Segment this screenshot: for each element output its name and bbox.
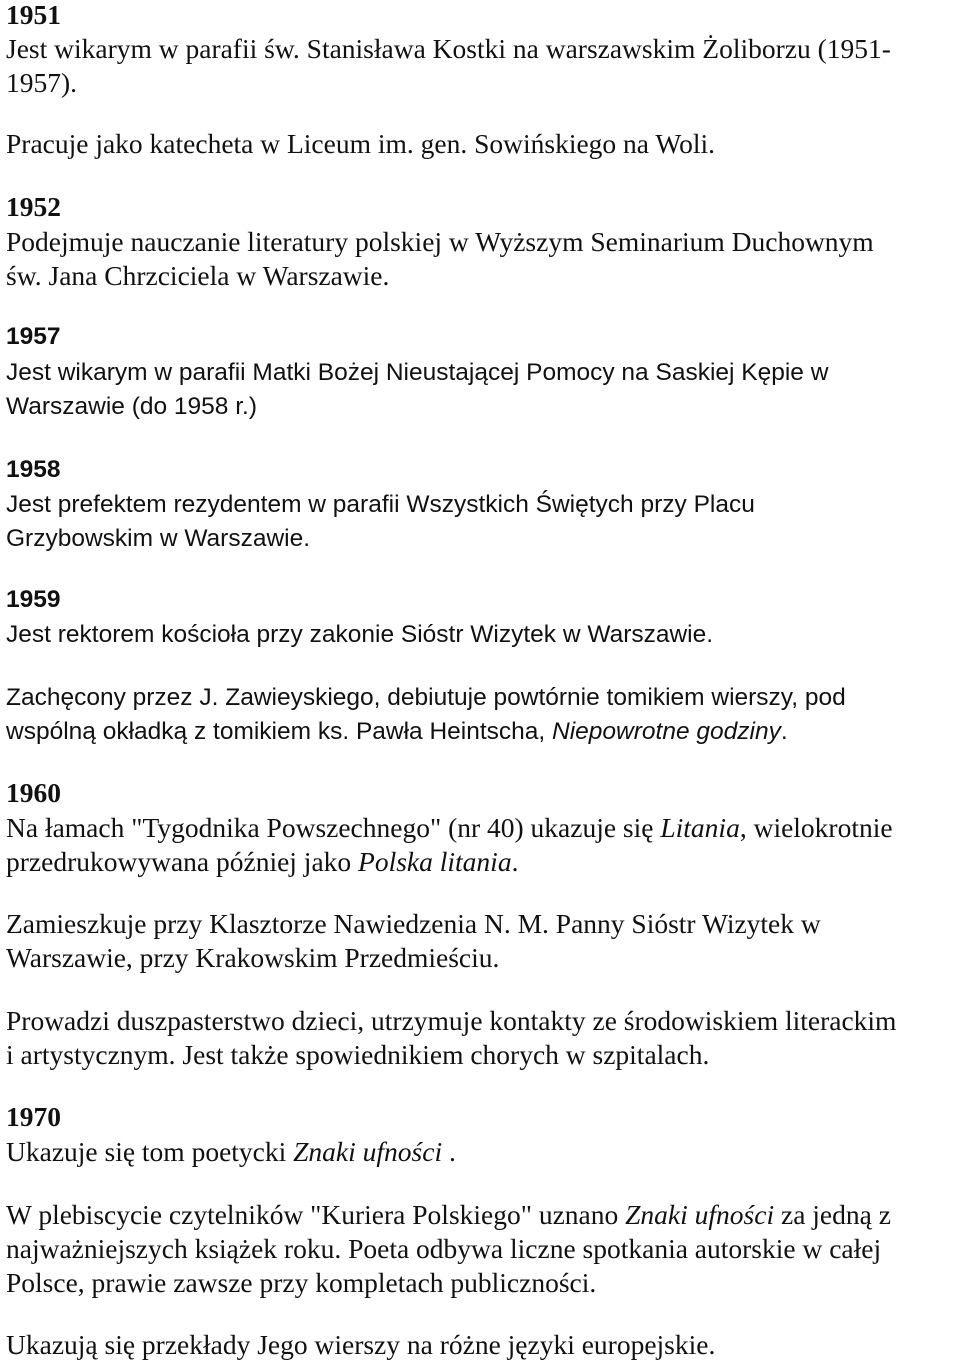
entry-1959-debut-line2	[6, 715, 788, 749]
entry-1970-plebiscite-line1	[6, 1198, 891, 1232]
entry-1952-text-line1: Podejmuje nauczanie literatury polskiej w Wyższym Seminarium Duchownym	[6, 226, 874, 257]
book-title-znaki-ufnosci-2: Znaki ufności	[625, 1199, 775, 1230]
entry-1951-catechist: Pracuje jako katecheta w Liceum im. gen. Sowińskiego na Woli.	[6, 128, 716, 159]
entry-1970-translations: Ukazują się przekłady Jego wierszy na różne języki europejskie.	[6, 1329, 716, 1360]
poem-title-polska-litania: Polska litania	[358, 846, 512, 877]
year-1959: 1959	[6, 586, 61, 613]
entry-1952-text-line2: św. Jana Chrzciciela w Warszawie.	[6, 260, 390, 291]
book-title-znaki-ufnosci: Znaki ufności	[293, 1136, 443, 1167]
entry-1970-book	[6, 1135, 456, 1169]
entry-1957-text-line1: Jest wikarym w parafii Matki Bożej Nieustającej Pomocy na Saskiej Kępie w	[6, 359, 829, 386]
entry-1970-plebiscite-line1-text: W plebiscycie czytelników "Kuriera Polskiego" uznano	[6, 1199, 626, 1230]
entry-1959-rector: Jest rektorem kościoła przy zakonie Sióstr Wizytek w Warszawie.	[6, 621, 714, 648]
entry-1960-litania-line1-text: Na łamach "Tygodnika Powszechnego" (nr 40) ukazuje się	[6, 812, 661, 843]
entry-1959-debut-line2-end: .	[780, 718, 788, 745]
entry-1951-text-line2: 1957).	[6, 67, 78, 98]
entry-1960-residence-line2: Warszawie, przy Krakowskim Przedmieściu.	[6, 942, 500, 973]
entry-1960-litania-line2-text: przedrukowywana później jako	[6, 846, 359, 877]
entry-1957-text-line2: Warszawie (do 1958 r.)	[6, 393, 257, 420]
entry-1958-text-line1: Jest prefektem rezydentem w parafii Wszystkich Świętych przy Placu	[6, 491, 755, 518]
year-1960: 1960	[6, 777, 61, 808]
entry-1959-debut-line1: Zachęcony przez J. Zawieyskiego, debiutuje powtórnie tomikiem wierszy, pod	[6, 684, 846, 711]
year-1970: 1970	[6, 1101, 61, 1132]
entry-1959-debut-line2-text: wspólną okładką z tomikiem ks. Pawła Heintscha,	[6, 718, 553, 745]
year-1958: 1958	[6, 456, 61, 483]
year-1952: 1952	[6, 191, 61, 222]
entry-1960-residence-line1: Zamieszkuje przy Klasztorze Nawiedzenia N. M. Panny Sióstr Wizytek w	[6, 908, 821, 939]
entry-1960-ministry-line2: i artystycznym. Jest także spowiednikiem chorych w szpitalach.	[6, 1039, 710, 1070]
entry-1960-litania-line1-end: , wielokrotnie	[739, 812, 893, 843]
entry-1958-text-line2: Grzybowskim w Warszawie.	[6, 525, 311, 552]
year-1957: 1957	[6, 323, 61, 350]
year-1951: 1951	[6, 0, 61, 30]
entry-1970-book-end: .	[442, 1136, 456, 1167]
entry-1960-litania-line2-end: .	[511, 846, 519, 877]
entry-1970-book-text: Ukazuje się tom poetycki	[6, 1136, 294, 1167]
book-title-niepowrotne-godziny: Niepowrotne godziny	[552, 718, 781, 745]
entry-1970-plebiscite-line3: Polsce, prawie zawsze przy kompletach publiczności.	[6, 1267, 597, 1298]
entry-1960-litania-line2	[6, 845, 518, 879]
poem-title-litania: Litania	[660, 812, 740, 843]
entry-1970-plebiscite-line2: najważniejszych książek roku. Poeta odbywa liczne spotkania autorskie w całej	[6, 1233, 882, 1264]
entry-1970-plebiscite-line1-end: za jedną z	[774, 1199, 891, 1230]
entry-1951-text-line1: Jest wikarym w parafii św. Stanisława Kostki na warszawskim Żoliborzu (1951-	[6, 33, 891, 64]
entry-1960-litania-line1	[6, 811, 893, 845]
entry-1960-ministry-line1: Prowadzi duszpasterstwo dzieci, utrzymuje kontakty ze środowiskiem literackim	[6, 1005, 897, 1036]
